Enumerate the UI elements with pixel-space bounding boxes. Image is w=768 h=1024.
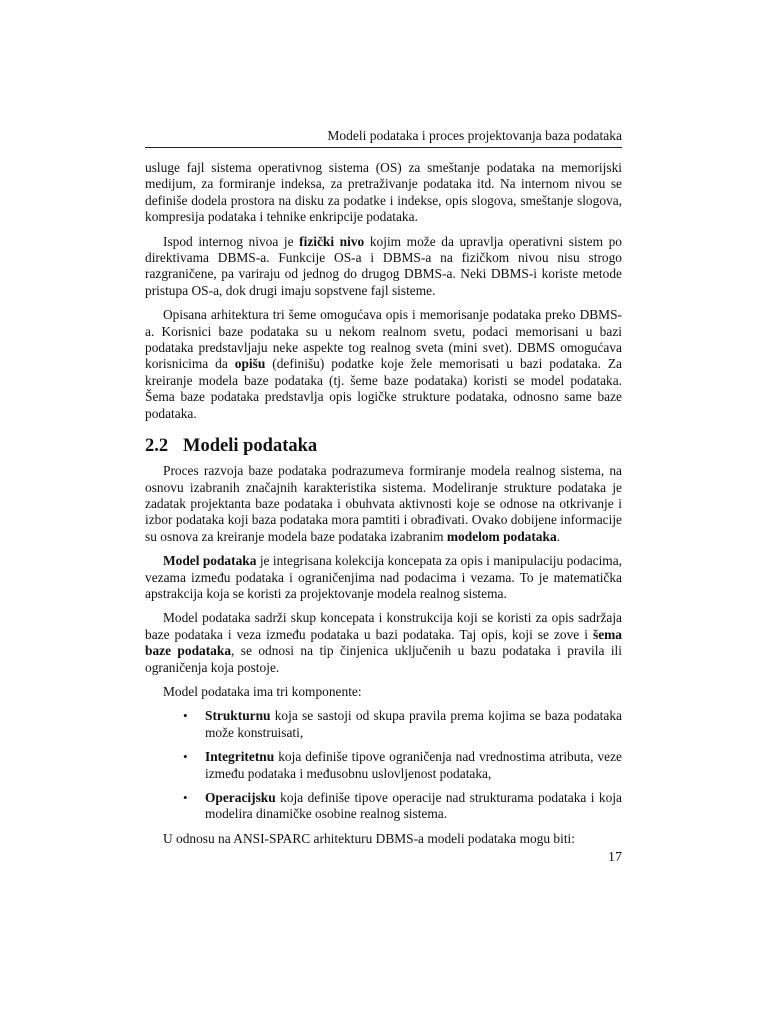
section-number: 2.2 [145,436,169,457]
section-title: Modeli podataka [183,436,318,457]
term-fizicki-nivo: fizički nivo [299,233,365,249]
section-heading [145,435,622,457]
paragraph-tri-komponente: Model podataka ima tri komponente: [163,683,362,699]
paragraph-fajl-sistem: usluge fajl sistema operativnog sistema (OS) za smeštanje podataka na memorijski medijum, za formiranje indeksa, za pretraživanje podataka itd. Na internom nivou se definiše dodela prostora na disku za podatke i indekse, opis slogova, smeštanje slogova, kompresija podataka i tehnike enkripcije podataka. [145,160,622,225]
components-list [145,708,622,822]
bullet-icon: • [183,749,188,765]
term-modelom-podataka: modelom podataka [446,528,557,544]
bullet-icon: • [183,790,188,805]
term-model-podataka: Model podataka [163,553,257,569]
running-header: Modeli podataka i proces projektovanja baza podataka [145,128,622,148]
bullet-icon: • [183,708,188,724]
term-opisu: opišu [234,356,266,372]
list-item: • Integritetnu koja definiše tipove ograničenja nad vrednostima atributa, veze između podataka i međusobnu uslovljenost podataka, [183,749,622,781]
document-page [145,128,623,865]
list-item: • Operacijsku koja definiše tipove operacije nad strukturama podataka i koja modelira dinamičke osobine realnog sistema. [183,790,622,822]
page-number: 17 [608,850,622,865]
list-item: • Strukturnu koja se sastoji od skupa pravila prema kojima se baza podataka može konstruisati, [183,708,622,740]
paragraph-ansi-sparc: U odnosu na ANSI-SPARC arhitekturu DBMS-a modeli podataka mogu biti: [163,830,575,846]
paragraph-fizicki-nivo: Ispod internog nivoa je fizički nivo kojim može da upravlja operativni sistem po direktivama DBMS-a. Funkcije OS-a i DBMS-a na fizičkom nivou nisu strogo razgraničene, pa variraju od jednog do drugog DBMS-a. Neki DBMS-i koriste metode pristupa OS-a, dok drugi imaju sopstvene fajl sisteme. [145,233,622,298]
paragraph-sema-baze: Model podataka sadrži skup koncepata i konstrukcija koji se koristi za opis sadržaja baze podataka i veza između podataka u bazi podataka. Taj opis, koji se zove i šema baze podataka, se odnosi na tip činjenica uključenih u bazu podataka i pravila ili ograničenja koja postoje. [145,610,622,675]
term-sema-baze-podataka: šema baze podataka [145,626,622,659]
paragraph-arhitektura: Opisana arhitektura tri šeme omogućava opis i memorisanje podataka preko DBMS-a. Korisnici baze podataka su u nekom realnom svetu, podaci memorisani u bazi podataka predstavljaju neke aspekte tog realnog sveta (mini svet). DBMS omogućava korisnicima da opišu (definišu) podatke koje žele memorisati u bazi podataka. Za kreiranje modela baze podataka (tj. šeme baze podataka) koristi se model podataka. Šema baze podataka predstavlja opis logičke strukture podataka, odnosno same baze podataka. [145,307,622,421]
paragraph-proces-razvoja: Proces razvoja baze podataka podrazumeva formiranje modela realnog sistema, na osnovu izabranih značajnih karakteristika sistema. Modeliranje strukture podataka je zadatak projektanta baze podataka i obuhvata aktivnosti koje se odnose na otkrivanje i izbor podataka koji baza podataka mora pamtiti i obrađivati. Ovako dobijene informacije su osnova za kreiranje modela baze podataka izabranim modelom podataka. [145,463,622,544]
paragraph-model-podataka-definicija: Model podataka je integrisana kolekcija koncepata za opis i manipulaciju podacima, vezama između podataka i ograničenjima nad podacima i vezama. To je matematička apstrakcija koja se koristi za projektovanje modela realnog sistema. [145,553,623,601]
